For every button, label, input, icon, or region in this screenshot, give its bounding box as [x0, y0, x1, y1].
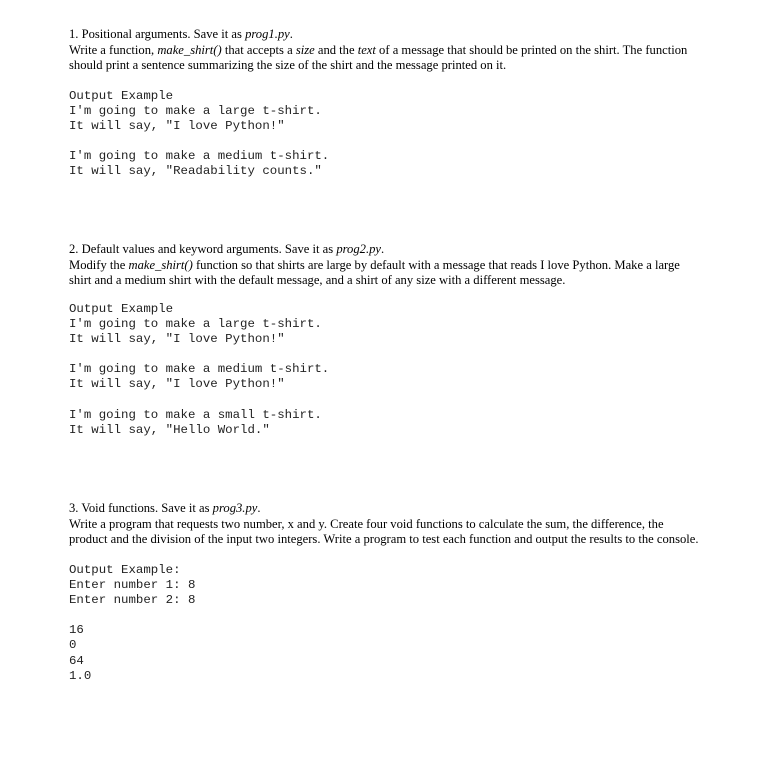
output-line: It will say, "I love Python!" [69, 331, 285, 346]
param-size: size [295, 42, 315, 57]
output-line: I'm going to make a large t-shirt. [69, 316, 322, 331]
section-1-description: Write a function, make_shirt() that accepts a size and the text of a message that should be printed on the shirt. The function should print a sentence summarizing the size of the shirt and the message printed on it. [69, 42, 688, 72]
param-text: text [357, 42, 376, 57]
input-line: Enter number 1: 8 [69, 577, 196, 592]
section-2-filename: prog2.py [336, 242, 381, 256]
output-line: I'm going to make a medium t-shirt. [69, 149, 330, 164]
result-line: 1.0 [69, 668, 92, 683]
function-name: make_shirt() [157, 42, 222, 57]
section-1-filename: prog1.py [245, 27, 290, 41]
section-2-output-label: Output Example [69, 301, 174, 316]
result-line: 0 [69, 638, 77, 653]
input-line: Enter number 2: 8 [69, 592, 196, 607]
function-name: make_shirt() [128, 257, 193, 272]
section-1-output-label: Output Example [69, 88, 174, 103]
section-2-description: Modify the make_shirt() function so that shirts are large by default with a message that reads I love Python. Make a large shirt and a medium shirt with the default message, and a shirt of any size with a different message. [69, 257, 680, 287]
result-line: 16 [69, 623, 84, 638]
section-2 [69, 242, 699, 438]
section-3-heading: 3. Void functions. Save it as prog3.py. [69, 501, 261, 515]
section-3 [69, 501, 699, 684]
section-3-filename: prog3.py [212, 501, 258, 515]
output-line: It will say, "Hello World." [69, 422, 270, 437]
result-line: 64 [69, 653, 84, 668]
section-3-output-label: Output Example: [69, 562, 181, 577]
section-3-description: Write a program that requests two number, x and y. Create four void functions to calculate the sum, the difference, the product and the division of the input two integers. Write a program to test each function and output the results to the console. [69, 516, 699, 546]
output-line: It will say, "I love Python!" [69, 118, 285, 133]
output-line: I'm going to make a medium t-shirt. [69, 362, 330, 377]
section-2-heading: 2. Default values and keyword arguments. Save it as prog2.py. [69, 242, 385, 256]
output-line: I'm going to make a large t-shirt. [69, 103, 322, 118]
section-1 [69, 27, 699, 180]
section-1-heading: 1. Positional arguments. Save it as prog1.py. [69, 27, 293, 41]
output-line: It will say, "Readability counts." [69, 164, 322, 179]
output-line: I'm going to make a small t-shirt. [69, 407, 322, 422]
output-line: It will say, "I love Python!" [69, 377, 285, 392]
